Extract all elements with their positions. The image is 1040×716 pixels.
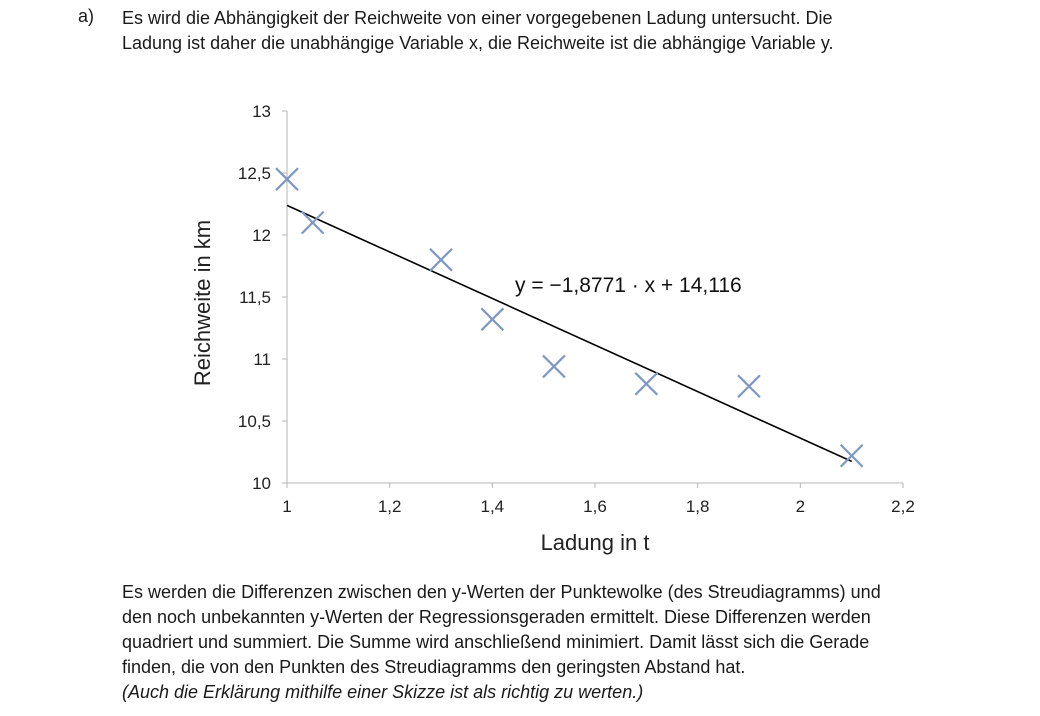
- x-tick-label: 1,4: [480, 497, 505, 516]
- regression-equation: y = −1,8771 · x + 14,116: [515, 274, 742, 297]
- y-axis-title: Reichweite in km: [190, 219, 215, 387]
- regression-group: [287, 205, 852, 461]
- chart-ticks: [238, 102, 915, 516]
- chart-axes: [287, 111, 903, 483]
- answer-note: (Auch die Erklärung mithilfe einer Skizze ist als richtig zu werten.): [122, 682, 644, 702]
- chart-labels: [190, 220, 649, 555]
- regression-line: [287, 205, 852, 461]
- x-tick-label: 2: [795, 497, 806, 516]
- data-point-marker: [543, 355, 565, 377]
- intro-line-1: Es wird die Abhängigkeit der Reichweite von einer vorgegebenen Ladung untersucht. Die: [122, 8, 833, 28]
- x-tick-label: 2,2: [891, 497, 915, 516]
- x-tick-label: 1: [282, 497, 292, 516]
- data-point-marker: [635, 373, 657, 395]
- answer-line-2: den noch unbekannten y-Werten der Regressionsgeraden ermittelt. Diese Differenzen werden: [122, 607, 871, 627]
- y-tick-label: 10,5: [237, 412, 271, 431]
- answer-line-3: quadriert und summiert. Die Summe wird anschließend minimiert. Damit lässt sich die Gerade: [122, 632, 870, 652]
- y-tick-label: 10: [252, 474, 271, 493]
- data-point-marker: [302, 212, 324, 234]
- answer-line-1: Es werden die Differenzen zwischen den y-Werten der Punktewolke (des Streudiagramms) und: [122, 582, 881, 602]
- data-point-marker: [430, 249, 452, 271]
- y-tick-label: 11: [253, 350, 271, 369]
- intro-line-2: Ladung ist daher die unabhängige Variable x, die Reichweite ist die abhängige Variable y.: [122, 33, 834, 53]
- y-tick-label: 12: [252, 226, 271, 245]
- x-tick-label: 1,2: [377, 497, 402, 516]
- answer-line-4: finden, die von den Punkten des Streudiagramms den geringsten Abstand hat.: [122, 657, 746, 677]
- y-tick-label: 11,5: [239, 288, 271, 307]
- x-tick-label: 1,6: [583, 497, 607, 516]
- item-label: a): [78, 6, 95, 26]
- y-tick-label: 12,5: [237, 164, 271, 183]
- x-tick-label: 1,8: [685, 497, 710, 516]
- data-point-marker: [841, 445, 863, 467]
- y-tick-label: 13: [252, 102, 271, 121]
- data-point-marker: [738, 375, 760, 397]
- x-axis-title: Ladung in t: [540, 530, 650, 555]
- data-point-marker: [481, 308, 503, 330]
- data-points: [276, 168, 863, 467]
- answer-text: [122, 580, 1002, 705]
